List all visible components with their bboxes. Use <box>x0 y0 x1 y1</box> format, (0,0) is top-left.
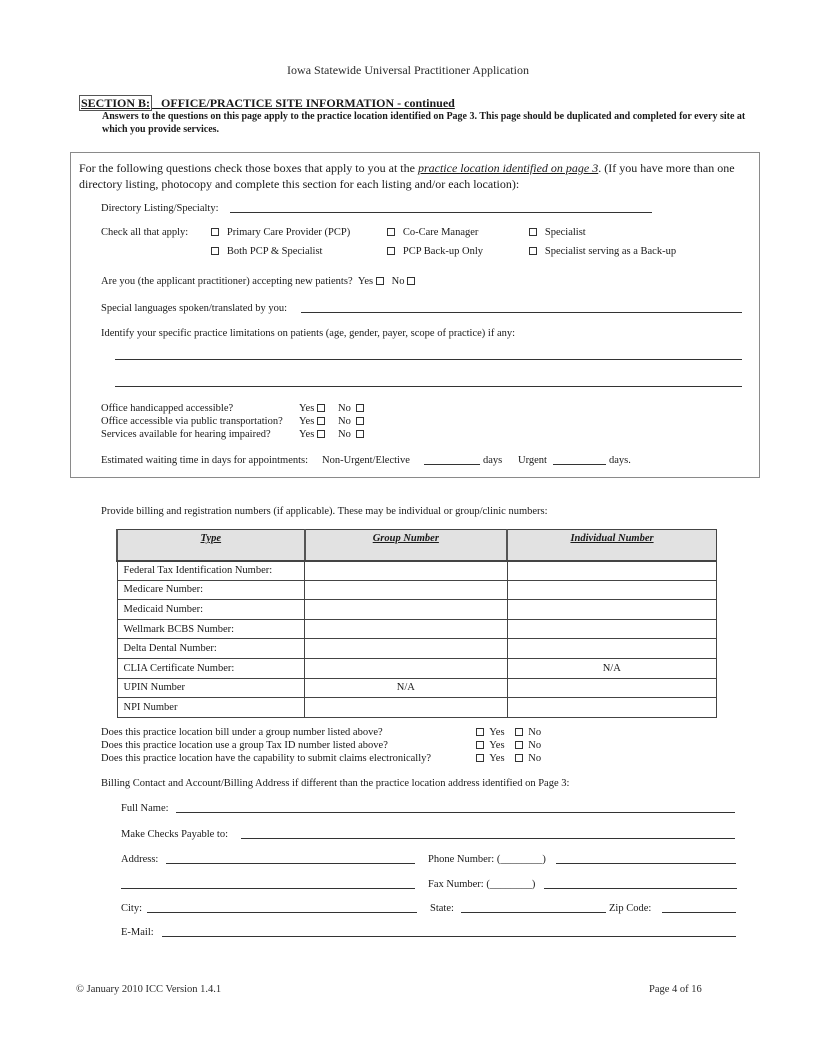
hearing-yes-no: Yes No <box>299 429 364 440</box>
wait-time-label: Estimated waiting time in days for appointments: <box>101 455 309 466</box>
transport-yes-no: Yes No <box>299 416 364 427</box>
table-row <box>117 580 717 600</box>
languages-label: Special languages spoken/translated by you: <box>101 303 288 314</box>
checks-payable-label: Make Checks Payable to: <box>121 829 229 840</box>
new-patients-no-checkbox[interactable] <box>407 277 415 285</box>
non-urgent-label: Non-Urgent/Elective <box>322 455 410 466</box>
city-label: City: <box>121 903 143 914</box>
row-type: Federal Tax Identification Number: <box>117 561 305 581</box>
fax-label: Fax Number: (________) <box>428 879 536 890</box>
zip-input[interactable] <box>662 912 736 913</box>
transport-yes-checkbox[interactable] <box>317 417 325 425</box>
group-number-cell[interactable] <box>305 658 507 678</box>
option-specialist-backup[interactable]: Specialist serving as a Back-up <box>529 246 676 257</box>
city-input[interactable] <box>147 912 417 913</box>
table-header-row <box>117 530 717 561</box>
group-number-cell[interactable] <box>305 561 507 581</box>
section-title: OFFICE/PRACTICE SITE INFORMATION - continued <box>161 96 455 110</box>
intro-emphasis: practice location identified on page 3 <box>417 161 599 175</box>
email-input[interactable] <box>162 936 736 937</box>
option-pcp-backup[interactable]: PCP Back-up Only <box>387 246 483 257</box>
days-label-1: days <box>483 455 503 466</box>
section-heading <box>79 96 455 111</box>
directory-input[interactable] <box>230 212 652 213</box>
checks-payable-input[interactable] <box>241 838 735 839</box>
billing-intro: Provide billing and registration numbers (if applicable). These may be individual or group/clinic numbers: <box>101 506 548 517</box>
billing-question-electronic: Does this practice location have the capability to submit claims electronically? <box>101 753 432 764</box>
tax-id-yes-checkbox[interactable] <box>476 741 484 749</box>
group-no-checkbox[interactable] <box>515 728 523 736</box>
billing-contact-intro: Billing Contact and Account/Billing Address if different than the practice location address identified on Page 3: <box>101 778 570 789</box>
non-urgent-days-input[interactable] <box>424 464 480 465</box>
billing-numbers-table <box>116 529 717 718</box>
group-number-cell[interactable]: N/A <box>305 678 507 698</box>
checkbox-icon[interactable] <box>529 247 537 255</box>
group-number-cell[interactable] <box>305 698 507 718</box>
urgent-label: Urgent <box>518 455 547 466</box>
row-type: CLIA Certificate Number: <box>117 658 305 678</box>
individual-number-cell[interactable]: N/A <box>507 658 716 678</box>
individual-number-cell[interactable] <box>507 580 716 600</box>
row-type: Wellmark BCBS Number: <box>117 619 305 639</box>
electronic-no-checkbox[interactable] <box>515 754 523 762</box>
row-type: UPIN Number <box>117 678 305 698</box>
urgent-days-input[interactable] <box>553 464 606 465</box>
languages-input[interactable] <box>301 312 742 313</box>
billing-question-tax-id: Does this practice location use a group Tax ID number listed above? <box>101 740 388 751</box>
site-box-intro <box>79 160 749 192</box>
intro-text-end: . (If you have more than one directory listing, photocopy and complete this section for each listing and/or each location): <box>79 161 735 191</box>
address-input-line-1[interactable] <box>166 863 415 864</box>
individual-number-cell[interactable] <box>507 600 716 620</box>
table-row <box>117 639 717 659</box>
row-type: NPI Number <box>117 698 305 718</box>
table-row <box>117 658 717 678</box>
individual-number-cell[interactable] <box>507 698 716 718</box>
limitations-label: Identify your specific practice limitations on patients (age, gender, payer, scope of practice) if any: <box>101 328 516 339</box>
document-title: Iowa Statewide Universal Practitioner Application <box>287 63 529 77</box>
row-type: Delta Dental Number: <box>117 639 305 659</box>
table-row <box>117 619 717 639</box>
individual-number-cell[interactable] <box>507 639 716 659</box>
column-header-type: Type <box>117 530 305 561</box>
billing-question-group: Does this practice location bill under a group number listed above? <box>101 727 383 738</box>
transport-no-checkbox[interactable] <box>356 417 364 425</box>
accessibility-q-handicapped: Office handicapped accessible? <box>101 403 234 414</box>
table-row <box>117 698 717 718</box>
handicapped-no-checkbox[interactable] <box>356 404 364 412</box>
hearing-no-checkbox[interactable] <box>356 430 364 438</box>
option-pcp[interactable]: Primary Care Provider (PCP) <box>211 227 350 238</box>
phone-label: Phone Number: (________) <box>428 854 546 865</box>
option-co-care-manager[interactable]: Co-Care Manager <box>387 227 478 238</box>
electronic-yes-checkbox[interactable] <box>476 754 484 762</box>
new-patients-yes-checkbox[interactable] <box>376 277 384 285</box>
full-name-input[interactable] <box>176 812 735 813</box>
group-yes-no: Yes No <box>476 727 541 738</box>
table-row <box>117 678 717 698</box>
phone-input[interactable] <box>556 863 736 864</box>
accessibility-q-hearing: Services available for hearing impaired? <box>101 429 271 440</box>
hearing-yes-checkbox[interactable] <box>317 430 325 438</box>
directory-label: Directory Listing/Specialty: <box>101 203 219 214</box>
group-yes-checkbox[interactable] <box>476 728 484 736</box>
checkbox-icon[interactable] <box>211 247 219 255</box>
group-number-cell[interactable] <box>305 639 507 659</box>
table-row <box>117 600 717 620</box>
row-type: Medicare Number: <box>117 580 305 600</box>
table-row <box>117 561 717 581</box>
option-both-pcp-specialist[interactable]: Both PCP & Specialist <box>211 246 322 257</box>
option-specialist[interactable]: Specialist <box>529 227 586 238</box>
address-input-line-2[interactable] <box>121 888 415 889</box>
accessibility-q-transport: Office accessible via public transportation? <box>101 416 283 427</box>
state-label: State: <box>430 903 454 914</box>
handicapped-yes-no: Yes No <box>299 403 364 414</box>
checkbox-icon[interactable] <box>387 247 395 255</box>
column-header-group: Group Number <box>305 530 507 561</box>
checkbox-icon[interactable] <box>211 228 219 236</box>
individual-number-cell[interactable] <box>507 678 716 698</box>
address-label: Address: <box>121 854 159 865</box>
days-label-2: days. <box>609 455 631 466</box>
tax-id-yes-no: Yes No <box>476 740 541 751</box>
footer-copyright: © January 2010 ICC Version 1.4.1 <box>76 984 222 995</box>
individual-number-cell[interactable] <box>507 561 716 581</box>
group-number-cell[interactable] <box>305 580 507 600</box>
full-name-label: Full Name: <box>121 803 169 814</box>
column-header-individual: Individual Number <box>507 530 716 561</box>
tax-id-no-checkbox[interactable] <box>515 741 523 749</box>
group-number-cell[interactable] <box>305 619 507 639</box>
row-type: Medicaid Number: <box>117 600 305 620</box>
checkbox-icon[interactable] <box>387 228 395 236</box>
section-label: SECTION B: <box>81 96 151 110</box>
electronic-yes-no: Yes No <box>476 753 541 764</box>
handicapped-yes-checkbox[interactable] <box>317 404 325 412</box>
zip-label: Zip Code: <box>609 903 652 914</box>
email-label: E-Mail: <box>121 927 154 938</box>
intro-text: For the following questions check those boxes that apply to you at the <box>79 161 418 175</box>
state-input[interactable] <box>461 912 606 913</box>
new-patients-question: Are you (the applicant practitioner) accepting new patients? Yes No <box>101 276 415 287</box>
section-intro: Answers to the questions on this page apply to the practice location identified on Page 3. This page should be duplicated and completed for every site at which you provide services. <box>102 111 746 135</box>
checkbox-icon[interactable] <box>529 228 537 236</box>
footer-page-number: Page 4 of 16 <box>649 984 702 995</box>
fax-input[interactable] <box>544 888 737 889</box>
individual-number-cell[interactable] <box>507 619 716 639</box>
check-all-label: Check all that apply: <box>101 227 189 238</box>
group-number-cell[interactable] <box>305 600 507 620</box>
limitations-input-line-2[interactable] <box>115 386 742 387</box>
limitations-input-line-1[interactable] <box>115 359 742 360</box>
